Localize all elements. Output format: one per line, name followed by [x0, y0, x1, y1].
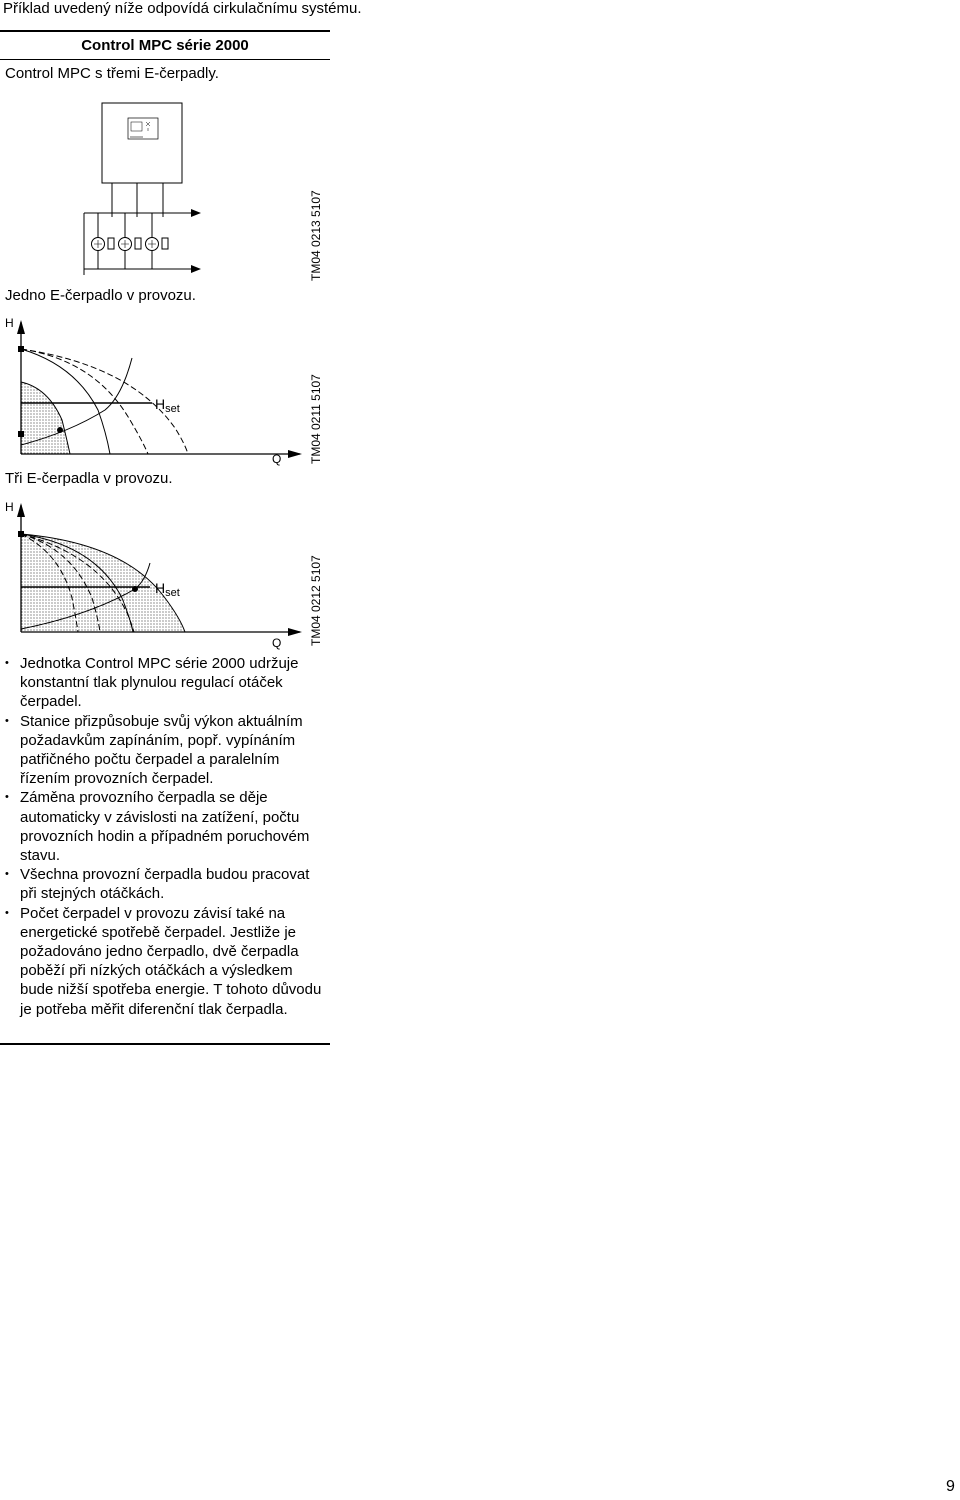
pump-2	[119, 238, 142, 251]
fig3-hset-label	[155, 580, 180, 599]
fig2-axis-q-label: Q	[272, 452, 282, 466]
fig3-axis-h-label: H	[5, 500, 14, 514]
system-schematic-figure	[0, 95, 330, 305]
figure2-code: TM04 0211 5107	[309, 374, 323, 464]
bullet-item: • Jednotka Control MPC série 2000 udržuje konstantní tlak plynulou regulací otáček čerpadel.	[5, 654, 330, 712]
feature-bullet-list	[5, 654, 330, 1019]
intro-text: Příklad uvedený níže odpovídá cirkulačnímu systému.	[3, 0, 362, 17]
bullet-item: • Počet čerpadel v provozu závisí také na energetické spotřebě čerpadel. Jestliže je požadováno jedno čerpadlo, dvě čerpadla poběží při nízkých otáčkách a výsledkem bude nižší spotřeba energie. T tohoto důvodu je potřeba měřit diferenční tlak čerpadla.	[5, 904, 330, 1019]
section-subtitle: Control MPC s třemi E-čerpadly.	[5, 65, 219, 82]
figure1-code: TM04 0213 5107	[309, 190, 323, 281]
fig2-hset-h: H	[155, 396, 166, 412]
caption-one-pump: Jedno E-čerpadlo v provozu.	[5, 287, 196, 304]
fig3-hset-sub: set	[165, 587, 180, 599]
pump-3	[146, 238, 169, 251]
title-divider	[0, 59, 330, 60]
caption-three-pumps: Tři E-čerpadla v provozu.	[5, 470, 173, 487]
fig3-axis-q-label: Q	[272, 636, 282, 650]
control-cabinet	[102, 103, 182, 183]
figure3-code: TM04 0212 5107	[309, 555, 323, 646]
fig2-hset-sub: set	[165, 403, 180, 415]
bullet-item: • Všechna provozní čerpadla budou pracovat při stejných otáčkách.	[5, 865, 330, 903]
controller-panel	[128, 118, 158, 139]
section-title: Control MPC série 2000	[81, 37, 249, 54]
one-pump-curve-chart	[0, 320, 330, 455]
fig2-hset-label	[155, 396, 180, 415]
page-number: 9	[946, 1478, 955, 1495]
fig3-hset-h: H	[155, 580, 166, 596]
bullet-item: • Stanice přizpůsobuje svůj výkon aktuálním požadavkům zapínáním, popř. vypínáním patřičného počtu čerpadel a paralelním řízením provozních čerpadel.	[5, 712, 330, 789]
bullet-item: • Záměna provozního čerpadla se děje automaticky v závislosti na zatížení, počtu provozních hodin a případném poruchovém stavu.	[5, 788, 330, 865]
table-bottom-rule	[0, 1043, 330, 1045]
three-pumps-curve-chart	[0, 503, 330, 633]
fig2-axis-h-label: H	[5, 316, 14, 330]
table-top-rule	[0, 30, 330, 32]
pump-1	[92, 238, 115, 251]
